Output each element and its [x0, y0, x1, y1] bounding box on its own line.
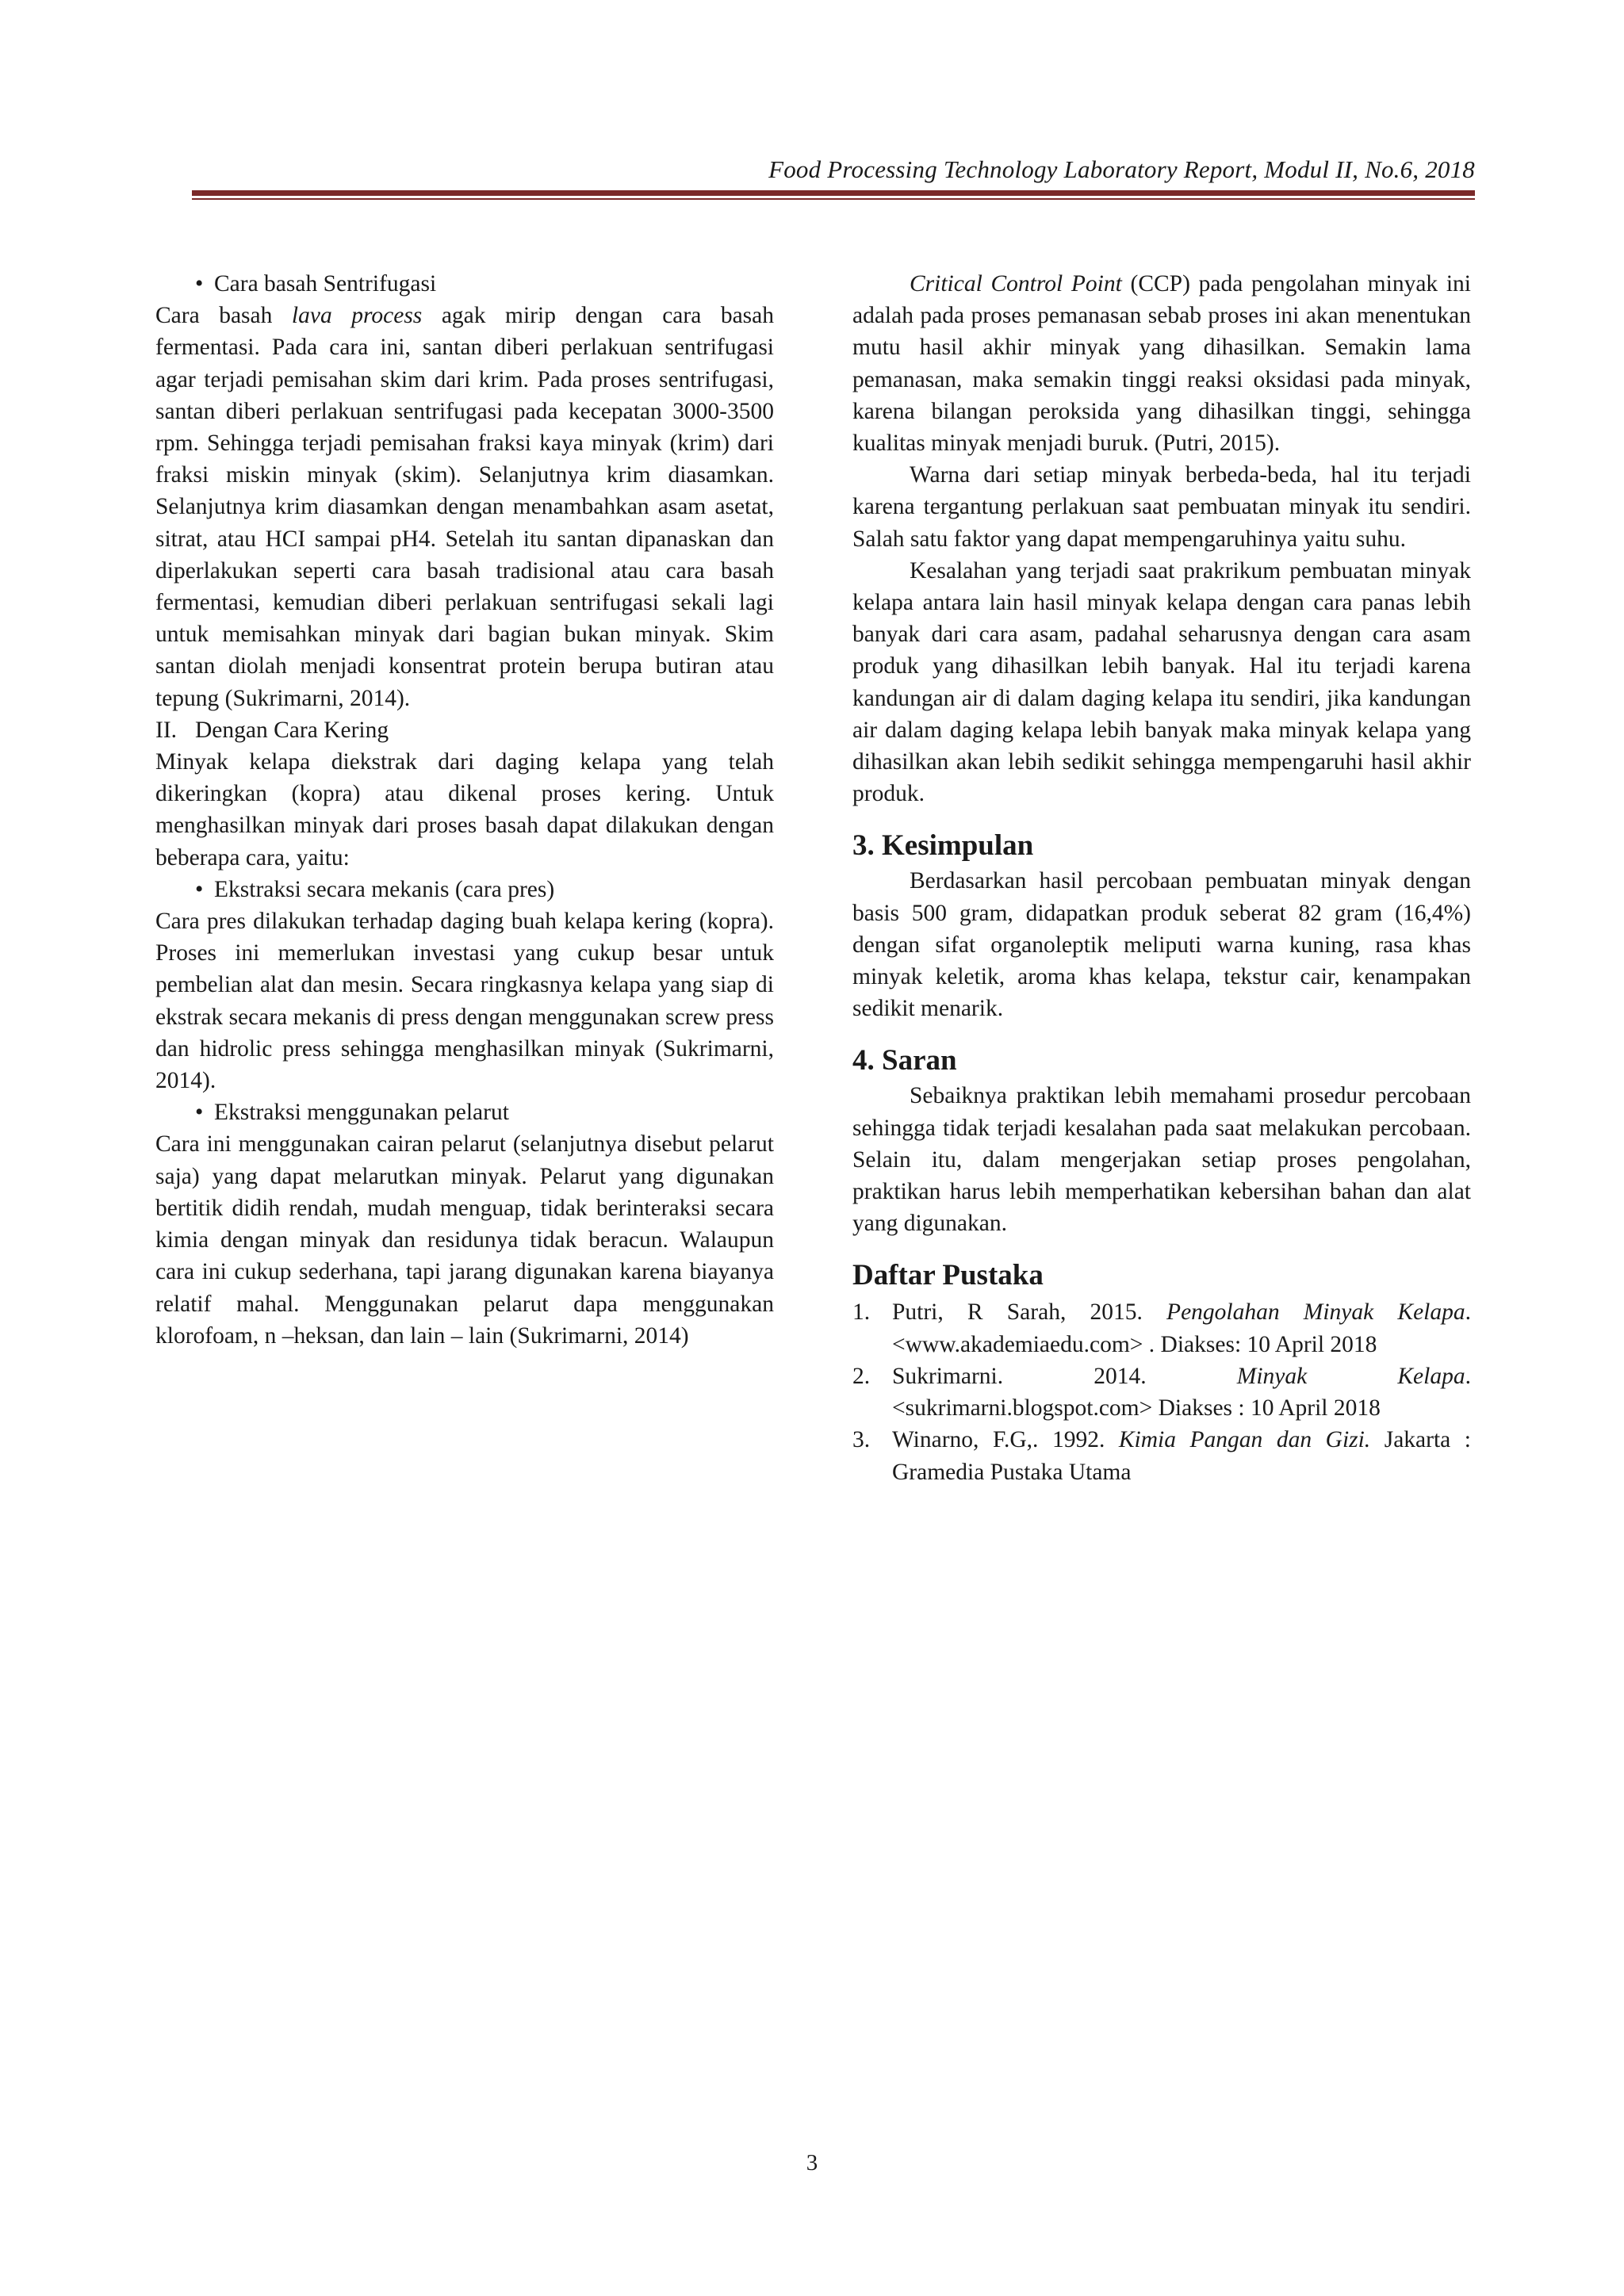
header-rule-thin [192, 198, 1475, 200]
reference-list [852, 1296, 1471, 1487]
paragraph: Berdasarkan hasil percobaan pembuatan minyak dengan basis 500 gram, didapatkan produk seberat 82 gram (16,4%) dengan sifat organoleptik meliputi warna kuning, rasa khas minyak keletik, aroma khas kelapa, tekstur cair, kenampakan sedikit menarik. [852, 868, 1471, 1022]
section-heading: 4. Saran [852, 1044, 957, 1077]
page-number: 3 [806, 2150, 818, 2175]
references-heading: Daftar Pustaka [852, 1259, 1044, 1292]
paragraph: Cara pres dilakukan terhadap daging buah kelapa kering (kopra). Proses ini memerlukan investasi yang cukup besar untuk pembelian alat dan mesin. Secara ringkasnya kelapa yang siap di ekstrak secara mekanis di press dengan menggunakan screw press dan hidrolic press sehingga menghasilkan minyak (Sukrimarni, 2014). [155, 909, 774, 1094]
section-heading: 3. Kesimpulan [852, 829, 1034, 863]
reference-item: 1. Putri, R Sarah, 2015. Pengolahan Minyak Kelapa. <www.akademiaedu.com> . Diakses: 10 April 2018 [852, 1299, 1472, 1357]
running-header: Food Processing Technology Laboratory Report, Modul II, No.6, 2018 [768, 155, 1475, 183]
paragraph: Cara basah lava process agak mirip dengan cara basah fermentasi. Pada cara ini, santan diberi perlakuan sentrifugasi agar terjadi pemisahan skim dari krim. Pada proses sentrifugasi, santan diberi perlakuan sentrifugasi pada kecepatan 3000-3500 rpm. Sehingga terjadi pemisahan fraksi kaya minyak (krim) dari fraksi miskin minyak (skim). Selanjutnya krim diasamkan. Selanjutnya krim diasamkan dengan menambahkan asam asetat, sitrat, atau HCI sampai pH4. Setelah itu santan dipanaskan dan diperlakukan seperti cara basah tradisional atau cara basah fermentasi, kemudian diberi perlakuan sentrifugasi sekali lagi untuk memisahkan minyak dari bagian bukan minyak. Skim santan diolah menjadi konsentrat protein berupa butiran atau tepung (Sukrimarni, 2014). [155, 303, 774, 711]
paragraph: Cara ini menggunakan cairan pelarut (selanjutnya disebut pelarut saja) yang dapat melarutkan minyak. Pelarut yang digunakan bertitik didih rendah, mudah menguap, tidak berinteraksi secara kimia dengan minyak dan residunya tidak beracun. Walaupun cara ini cukup sederhana, tapi jarang digunakan karena biayanya relatif mahal. Menggunakan pelarut dapa menggunakan klorofoam, n –heksan, dan lain – lain (Sukrimarni, 2014) [155, 1131, 774, 1349]
right-column [852, 268, 1471, 1488]
bullet-title: Ekstraksi menggunakan pelarut [214, 1100, 509, 1126]
reference-item: 3. Winarno, F.G,. 1992. Kimia Pangan dan Gizi. Jakarta : Gramedia Pustaka Utama [852, 1427, 1471, 1485]
paragraph: Critical Control Point (CCP) pada pengolahan minyak ini adalah pada proses pemanasan sebab proses ini akan menentukan mutu hasil akhir minyak yang dihasilkan. Semakin lama pemanasan, maka semakin tinggi reaksi oksidasi pada minyak, karena bilangan peroksida yang dihasilkan tinggi, sehingga kualitas minyak menjadi buruk. (Putri, 2015). [852, 271, 1472, 457]
bullet-icon: • [195, 1100, 204, 1126]
paragraph: Warna dari setiap minyak berbeda-beda, hal itu terjadi karena tergantung perlakuan saat pembuatan minyak itu sendiri. Salah satu faktor yang dapat mempengaruhinya yaitu suhu. [852, 462, 1471, 552]
bullet-title: Cara basah Sentrifugasi [214, 271, 437, 297]
reference-item: 2. Sukrimarni. 2014. Minyak Kelapa. <sukrimarni.blogspot.com> Diakses : 10 April 2018 [852, 1363, 1471, 1422]
left-column [155, 268, 774, 1352]
bullet-item [195, 268, 774, 300]
bullet-item [195, 1096, 774, 1128]
bullet-icon: • [195, 876, 204, 902]
roman-item [155, 714, 774, 746]
header-rule [192, 190, 1475, 196]
paragraph: Minyak kelapa diekstrak dari daging kelapa yang telah dikeringkan (kopra) atau dikenal proses kering. Untuk menghasilkan minyak dari proses basah dapat dilakukan dengan beberapa cara, yaitu: [155, 749, 774, 871]
roman-title: Dengan Cara Kering [195, 717, 389, 743]
bullet-icon: • [195, 271, 204, 297]
bullet-title: Ekstraksi secara mekanis (cara pres) [214, 876, 555, 902]
roman-numeral: II. [155, 717, 178, 743]
paragraph: Sebaiknya praktikan lebih memahami prosedur percobaan sehingga tidak terjadi kesalahan pada saat melakukan percobaan. Selain itu, dalam mengerjakan setiap proses pengolahan, praktikan harus lebih memperhatikan kebersihan bahan dan alat yang digunakan. [852, 1083, 1471, 1237]
bullet-item [195, 874, 774, 905]
paragraph: Kesalahan yang terjadi saat prakrikum pembuatan minyak kelapa antara lain hasil minyak kelapa dengan cara panas lebih banyak dari cara asam, padahal seharusnya dengan cara asam produk yang dihasilkan lebih banyak. Hal itu terjadi karena kandungan air di dalam daging kelapa itu sendiri, jika kandungan air dalam daging kelapa lebih banyak maka minyak kelapa yang dihasilkan akan lebih sedikit sehingga mempengaruhi hasil akhir produk. [852, 557, 1471, 807]
